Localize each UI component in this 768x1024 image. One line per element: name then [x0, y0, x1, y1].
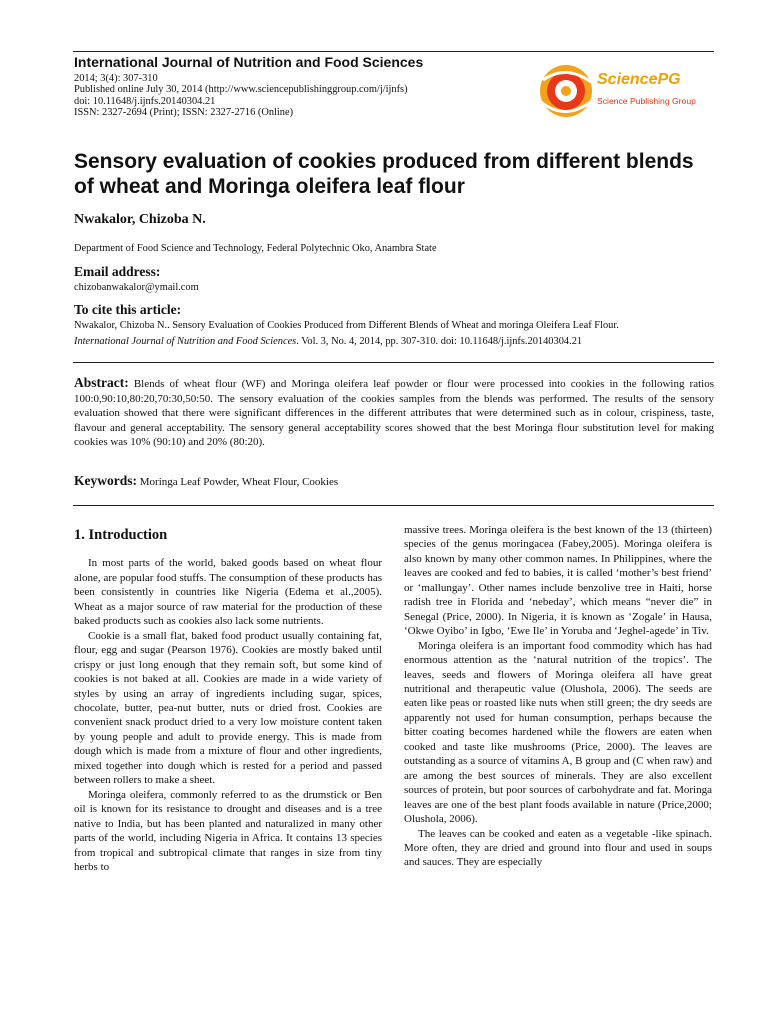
keywords-label: Keywords:	[74, 473, 137, 488]
paragraph: Cookie is a small flat, baked food product usually containing fat, flour, egg and sugar (Pearson 1976). Cookies are mostly baked until crispy or just long enough that they remain soft, but some kind of cookies is not baked at all. Cookies are made in a wide variety of styles by using an array of ingredients including sugar, spices, chocolate, butter, pea-nut butter, nuts or dried frost. Cookies are convenient snack product dried to a very low moisture content taken by young people and adult to provide energy. This is made from dough which is made from a mixture of flour and other ingredients, mixed together into dough which is rested for a period and passed between rollers to make a sheet.	[74, 629, 382, 787]
paragraph: Moringa oleifera, commonly referred to as the drumstick or Ben oil is known for its resistance to drought and diseases and is a tree native to India, but has been planted and naturalized in many other parts of the world, including Nigeria in Africa. It contains 13 species from tropical and subtropical climate that ranges in size from tiny herbs to	[74, 788, 382, 873]
paragraph: massive trees. Moringa oleifera is the best known of the 13 (thirteen) species of the genus moringacea (Fabey,2005). Moringa oleifera is also known by many other common names. In Philippines, where the leaves are cooked and fed to babies, it is called ‘mother’s best friend’ or ‘mallungay’. Other names include benzolive tree in Haiti, horse radish tree in Florida and ‘nebeday’, which means “never die” in Senegal (Price, 2000). In Nigeria, it is known as ‘Zogale’ in Hausa, ‘Okwe Oyibo’ in Igbo, ‘Ewe Ile’ in Yoruba and ‘Jeghel-agede’ in Tiv.	[404, 524, 712, 638]
author-name: Nwakalor, Chizoba N.	[74, 212, 206, 227]
citation-journal-line	[74, 336, 582, 347]
meta-line-issue: 2014; 3(4): 307-310	[74, 73, 158, 84]
meta-line-doi: doi: 10.11648/j.ijnfs.20140304.21	[74, 95, 216, 107]
meta-line-issn: ISSN: 2327-2694 (Print); ISSN: 2327-2716 (Online)	[74, 107, 294, 119]
email-label: Email address:	[74, 264, 161, 279]
abstract-bottom-rule	[73, 505, 714, 506]
paragraph: In most parts of the world, baked goods based on wheat flour alone, are popular food stuffs. The consumption of these products has been consistently in countries like Nigeria (Edema et al.,2005). Wheat as a major source of raw material for the production of these baked products such as cookies also lack some nutrients.	[74, 557, 382, 628]
left-column	[74, 523, 382, 874]
journal-meta	[74, 73, 408, 119]
abstract	[74, 376, 714, 450]
email-address[interactable]: chizobanwakalor@ymail.com	[74, 282, 199, 293]
keywords	[74, 473, 338, 489]
section-heading-introduction: 1. Introduction	[74, 527, 168, 543]
logo-name: SciencePG	[597, 71, 681, 88]
meta-line-published: Published online July 30, 2014 (http://www.sciencepublishinggroup.com/j/ijnfs)	[74, 84, 408, 96]
top-rule	[73, 51, 714, 52]
abstract-label: Abstract:	[74, 375, 129, 390]
paragraph: Moringa oleifera is an important food commodity which has had enormous attention as the ‘natural nutrition of the tropics’. The leaves, seeds and flowers of Moringa oleifera all have great nutritional and therapeutic value (Olushola, 2006). The seeds are eaten like peas or roasted like nuts when still green; the dry seeds are apparently not used for human consumption, perhaps because the bitter coating becomes hardened while the flowers are eaten when cooked and taste like mushrooms (Price, 2000). The leaves are outstanding as a source of vitamins A, B group and (C when raw) and are among the best sources of minerals. They are also excellent sources of protein, but poor sources of carbohydrate and fat. Moringa leaves are one of the best plant foods available in nature (Price,2000; Olushola, 2006).	[404, 639, 712, 826]
citation-details: . Vol. 3, No. 4, 2014, pp. 307-310. doi: 10.11648/j.ijnfs.20140304.21	[296, 336, 583, 347]
citation-journal: International Journal of Nutrition and Food Sciences	[74, 336, 297, 347]
article-title: Sensory evaluation of cookies produced from different blends of wheat and Moringa oleifera leaf flour	[74, 150, 694, 198]
paragraph: The leaves can be cooked and eaten as a vegetable -like spinach. More often, they are dried and ground into flour and used in soups and sauces. They are especially	[404, 827, 712, 869]
citation-line: Nwakalor, Chizoba N.. Sensory Evaluation of Cookies Produced from Different Blends of Wheat and moringa Oleifera Leaf Flour.	[74, 320, 619, 331]
author-affiliation: Department of Food Science and Technology, Federal Polytechnic Oko, Anambra State	[74, 243, 437, 254]
journal-title: International Journal of Nutrition and Food Sciences	[74, 54, 424, 70]
abstract-text: Blends of wheat flour (WF) and Moringa oleifera leaf powder or flour were processed into cookies in the following ratios 100:0,90:10,80:20,70:30,50:50. The sensory evaluation of the cookies samples from the blends was performed. The results of the sensory evaluation showed that there were significant differences in the different attributes that were determined such as in colour, crispiness, taste, flavour and general acceptability. The sensory general acceptability scores showed that the best Moringa flour substitution level for making cookies was 10% (90:10) and 20% (80:20).	[74, 378, 714, 449]
cite-label: To cite this article:	[74, 302, 182, 317]
right-column	[404, 523, 712, 870]
keywords-text: Moringa Leaf Powder, Wheat Flour, Cookies	[139, 476, 339, 488]
logo-tagline: Science Publishing Group	[597, 96, 696, 106]
abstract-top-rule	[73, 362, 714, 363]
